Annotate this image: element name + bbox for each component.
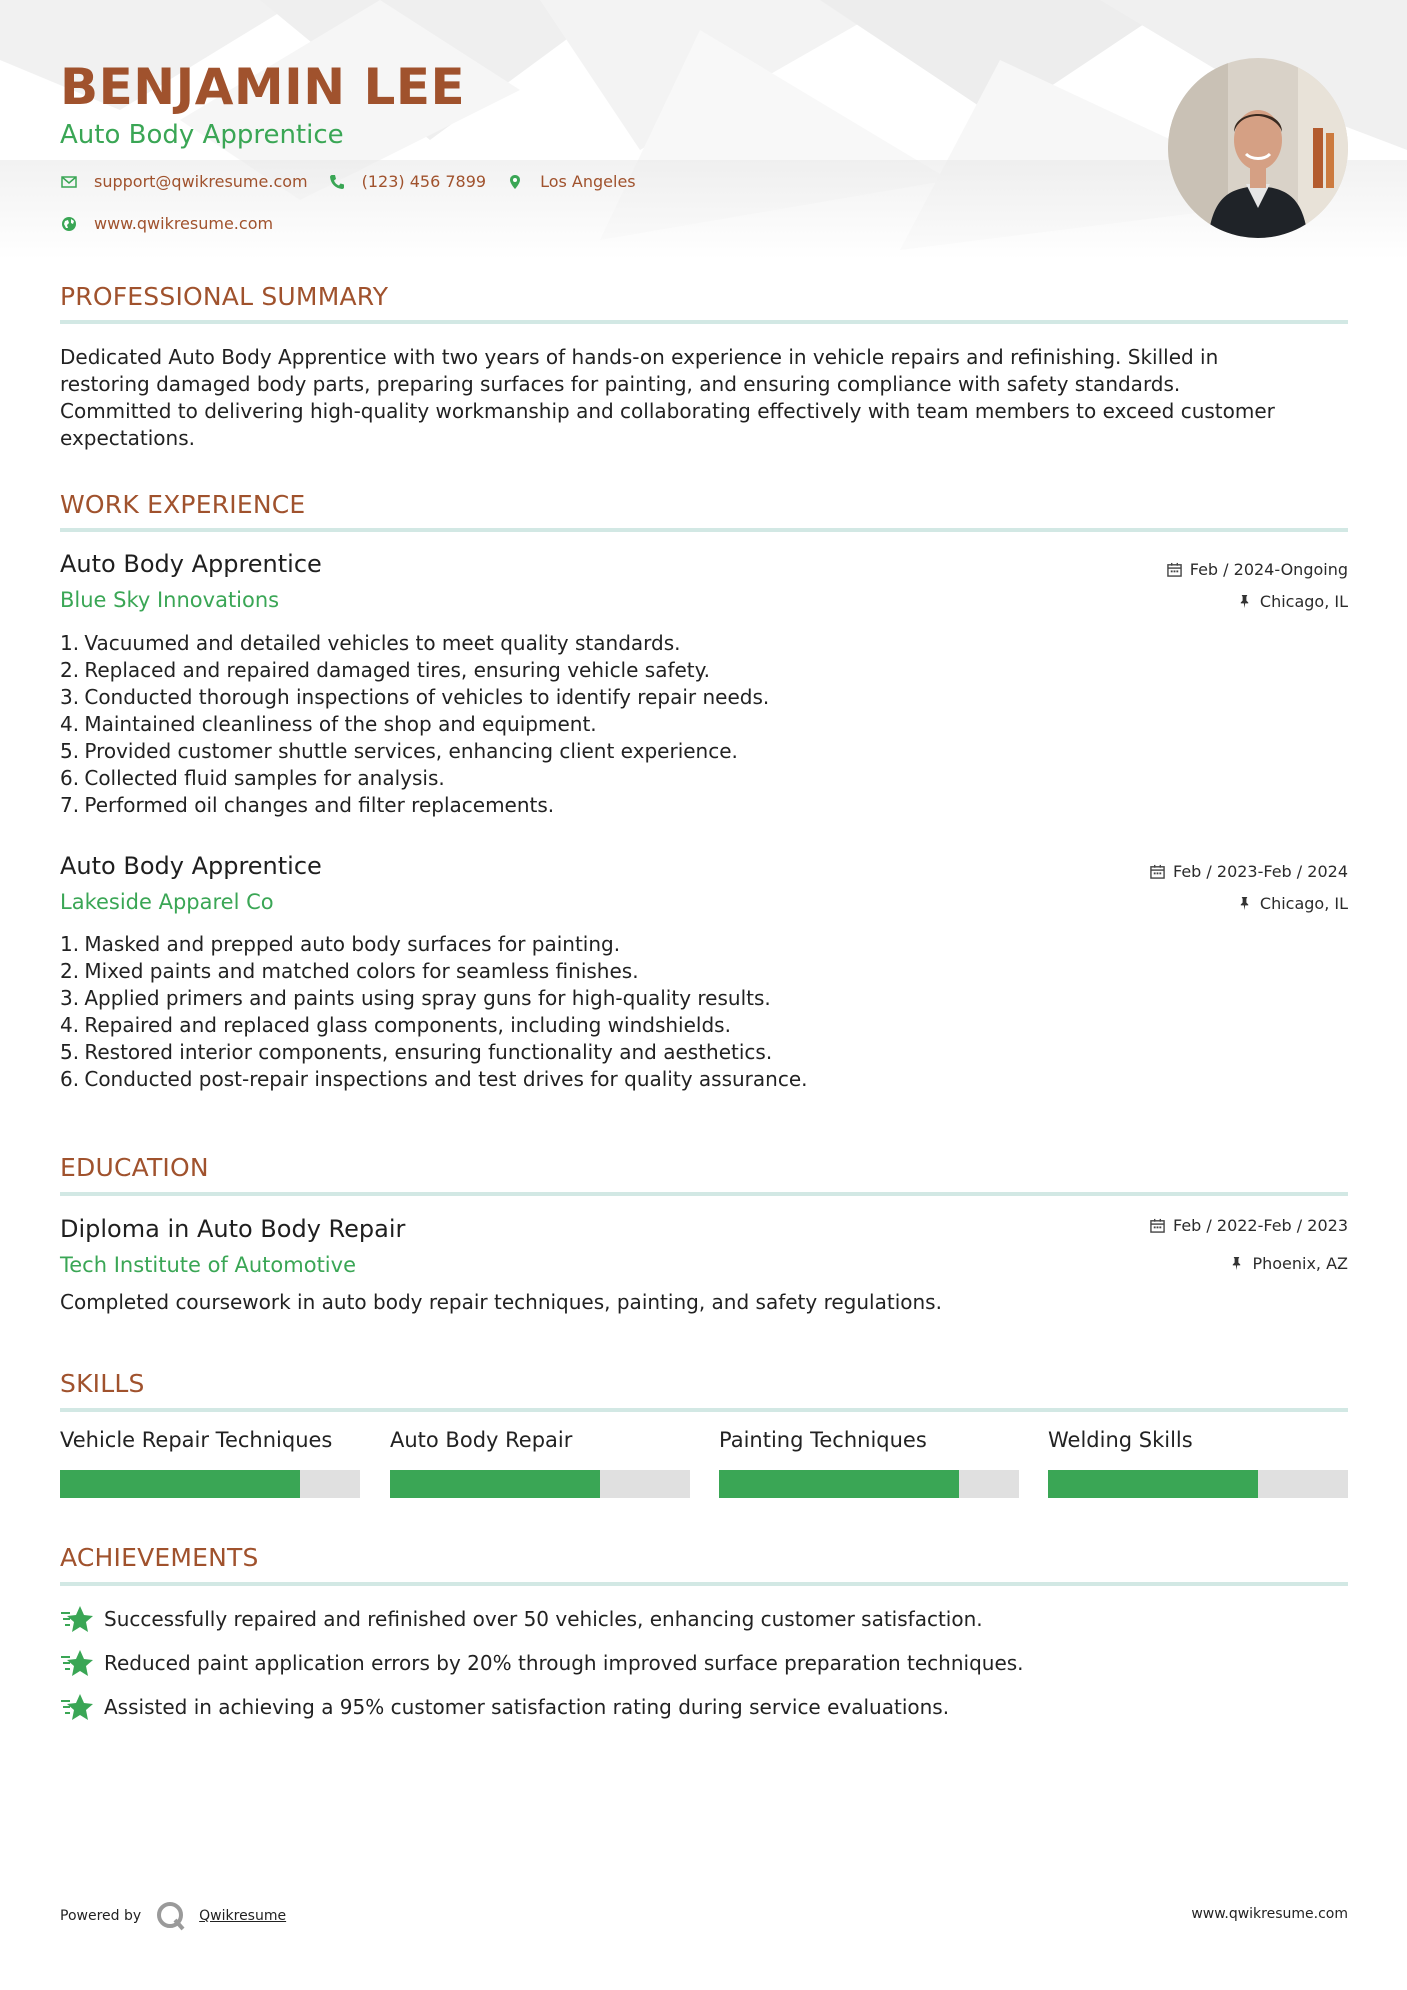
section-divider (60, 1192, 1348, 1196)
contact-phone[interactable] (328, 172, 486, 191)
map-pin-icon (506, 173, 524, 191)
calendar-icon (1167, 562, 1182, 577)
job-company: Lakeside Apparel Co (60, 890, 274, 914)
pushpin-icon (1229, 1256, 1244, 1271)
bullet-text: Performed oil changes and filter replacements. (84, 793, 555, 817)
footer-website[interactable]: www.qwikresume.com (1191, 1906, 1348, 1922)
calendar-icon (1150, 1218, 1165, 1233)
achievements-heading: ACHIEVEMENTS (60, 1543, 259, 1572)
candidate-name: BENJAMIN LEE (60, 58, 466, 116)
job-location-text: Chicago, IL (1259, 894, 1348, 913)
list-item: 6. Collected fluid samples for analysis. (60, 766, 445, 790)
contact-row-website (60, 214, 293, 233)
skill-item (60, 1428, 360, 1498)
skills-heading: SKILLS (60, 1369, 145, 1398)
job-title: Auto Body Apprentice (60, 852, 322, 880)
skill-bar (60, 1470, 360, 1498)
bullet-text: Restored interior components, ensuring functionality and aesthetics. (84, 1040, 773, 1064)
education-dates (1150, 1216, 1348, 1235)
achievement-item (60, 1648, 1024, 1678)
website-text: www.qwikresume.com (94, 214, 274, 233)
skill-name: Vehicle Repair Techniques (60, 1428, 333, 1452)
list-item: 2. Mixed paints and matched colors for seamless finishes. (60, 959, 639, 983)
job-dates-text: Feb / 2024-Ongoing (1189, 560, 1348, 579)
skill-name: Welding Skills (1048, 1428, 1193, 1452)
star-icon (60, 1648, 94, 1678)
skill-item (719, 1428, 1019, 1498)
bullet-text: Provided customer shuttle services, enhancing client experience. (84, 739, 738, 763)
summary-line: restoring damaged body parts, preparing surfaces for painting, and ensuring compliance with safety standards. (60, 372, 1181, 396)
list-item: 5. Restored interior components, ensuring functionality and aesthetics. (60, 1040, 773, 1064)
job-company: Blue Sky Innovations (60, 588, 280, 612)
achievement-text: Successfully repaired and refinished over 50 vehicles, enhancing customer satisfaction. (104, 1607, 983, 1631)
summary-heading: PROFESSIONAL SUMMARY (60, 282, 389, 311)
job-dates-text: Feb / 2023-Feb / 2024 (1173, 862, 1348, 881)
skill-bar-fill (719, 1470, 959, 1498)
achievement-text: Assisted in achieving a 95% customer satisfaction rating during service evaluations. (104, 1695, 950, 1719)
qwikresume-logo-icon (155, 1900, 187, 1932)
phone-icon (328, 173, 346, 191)
powered-by-label: Powered by (60, 1908, 142, 1924)
summary-line: Committed to delivering high-quality workmanship and collaborating effectively with team members to exceed customer (60, 399, 1275, 423)
skill-bar-fill (1048, 1470, 1258, 1498)
phone-text: (123) 456 7899 (361, 172, 487, 191)
job-location (1237, 894, 1348, 913)
star-icon (60, 1604, 94, 1634)
list-item: 5. Provided customer shuttle services, enhancing client experience. (60, 739, 738, 763)
education-degree: Diploma in Auto Body Repair (60, 1215, 406, 1243)
list-item: 2. Replaced and repaired damaged tires, ensuring vehicle safety. (60, 658, 710, 682)
job-bullets (60, 931, 1348, 1093)
bullet-text: Conducted post-repair inspections and test drives for quality assurance. (84, 1067, 808, 1091)
achievement-item (60, 1604, 983, 1634)
pushpin-icon (1237, 896, 1252, 911)
job-dates (1167, 560, 1348, 579)
contact-website[interactable] (60, 214, 273, 233)
bullet-text: Replaced and repaired damaged tires, ensuring vehicle safety. (84, 658, 710, 682)
experience-heading: WORK EXPERIENCE (60, 490, 306, 519)
contact-email[interactable] (60, 172, 308, 191)
achievement-text: Reduced paint application errors by 20% through improved surface preparation techniques. (104, 1651, 1024, 1675)
list-item: 4. Maintained cleanliness of the shop and equipment. (60, 712, 597, 736)
pushpin-icon (1237, 594, 1252, 609)
section-divider (60, 1408, 1348, 1412)
section-divider (60, 320, 1348, 324)
profile-photo (1168, 58, 1348, 238)
skill-name: Painting Techniques (719, 1428, 927, 1452)
bullet-text: Conducted thorough inspections of vehicles to identify repair needs. (84, 685, 770, 709)
section-divider (60, 528, 1348, 532)
footer-powered-by (60, 1900, 286, 1932)
skill-bar-fill (60, 1470, 300, 1498)
list-item: 3. Applied primers and paints using spray guns for high-quality results. (60, 986, 771, 1010)
contact-row (60, 172, 656, 191)
location-text: Los Angeles (540, 172, 636, 191)
list-item: 7. Performed oil changes and filter replacements. (60, 793, 555, 817)
skill-bar (390, 1470, 690, 1498)
education-description: Completed coursework in auto body repair techniques, painting, and safety regulations. (60, 1290, 942, 1314)
education-heading: EDUCATION (60, 1153, 209, 1182)
list-item: 3. Conducted thorough inspections of vehicles to identify repair needs. (60, 685, 770, 709)
globe-icon (60, 215, 78, 233)
job-title: Auto Body Apprentice (60, 550, 322, 578)
list-item: 6. Conducted post-repair inspections and test drives for quality assurance. (60, 1067, 808, 1091)
job-bullets (60, 630, 1348, 819)
qwikresume-link[interactable]: Qwikresume (199, 1908, 287, 1924)
skill-bar (1048, 1470, 1348, 1498)
bullet-text: Maintained cleanliness of the shop and equipment. (84, 712, 597, 736)
envelope-icon (60, 173, 78, 191)
skill-bar (719, 1470, 1019, 1498)
contact-location (506, 172, 636, 191)
bullet-text: Applied primers and paints using spray guns for high-quality results. (84, 986, 771, 1010)
summary-line: expectations. (60, 426, 195, 450)
candidate-title: Auto Body Apprentice (60, 120, 344, 150)
education-school: Tech Institute of Automotive (60, 1253, 356, 1277)
email-text: support@qwikresume.com (94, 172, 308, 191)
skill-item (390, 1428, 690, 1498)
education-location-text: Phoenix, AZ (1252, 1254, 1348, 1273)
skill-name: Auto Body Repair (390, 1428, 573, 1452)
job-dates (1150, 862, 1348, 881)
education-location (1229, 1254, 1348, 1273)
education-dates-text: Feb / 2022-Feb / 2023 (1173, 1216, 1348, 1235)
bullet-text: Collected fluid samples for analysis. (84, 766, 445, 790)
list-item: 1. Masked and prepped auto body surfaces for painting. (60, 932, 621, 956)
job-location-text: Chicago, IL (1259, 592, 1348, 611)
bullet-text: Repaired and replaced glass components, including windshields. (84, 1013, 731, 1037)
summary-text (60, 344, 1348, 452)
skill-bar-fill (390, 1470, 600, 1498)
job-location (1237, 592, 1348, 611)
bullet-text: Mixed paints and matched colors for seamless finishes. (84, 959, 639, 983)
summary-line: Dedicated Auto Body Apprentice with two years of hands-on experience in vehicle repairs and refinishing. Skilled in (60, 345, 1219, 369)
list-item: 4. Repaired and replaced glass components, including windshields. (60, 1013, 731, 1037)
star-icon (60, 1692, 94, 1722)
bullet-text: Masked and prepped auto body surfaces for painting. (84, 932, 621, 956)
calendar-icon (1150, 864, 1165, 879)
bullet-text: Vacuumed and detailed vehicles to meet quality standards. (84, 631, 681, 655)
skill-item (1048, 1428, 1348, 1498)
section-divider (60, 1582, 1348, 1586)
achievement-item (60, 1692, 949, 1722)
list-item: 1. Vacuumed and detailed vehicles to meet quality standards. (60, 631, 681, 655)
